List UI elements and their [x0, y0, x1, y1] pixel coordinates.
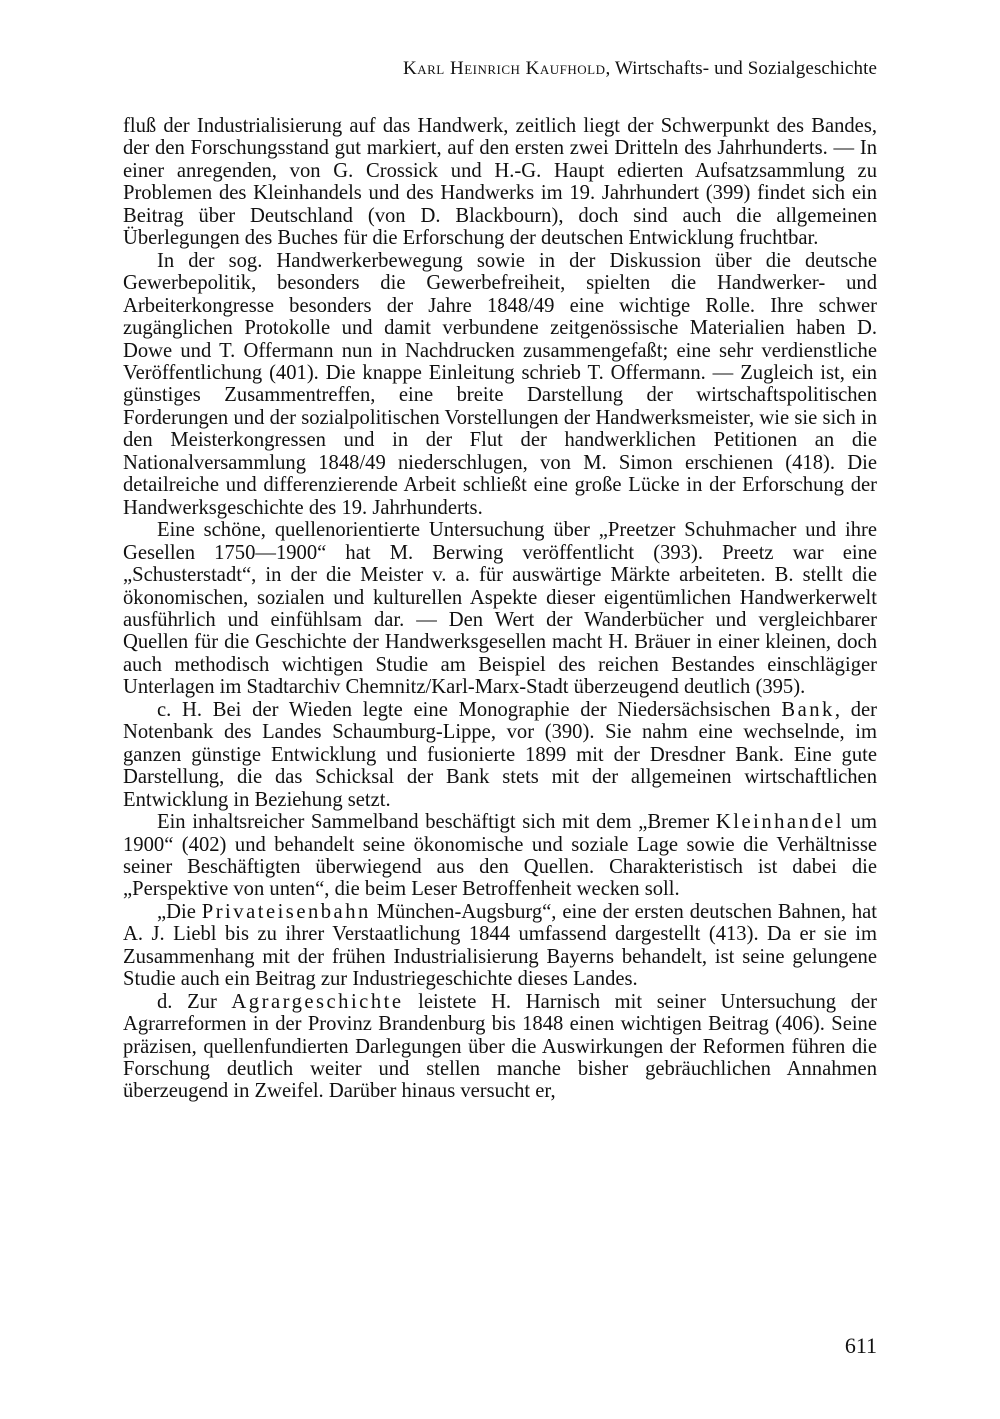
running-head-title: , Wirtschafts- und Sozialgeschichte: [605, 58, 877, 79]
paragraph-1: fluß der Industrialisierung auf das Handwerk, zeitlich liegt der Schwerpunkt des Bandes, der den Forschungsstand gut markiert, auf den ersten zwei Dritteln des Jahrhunderts. — In einer anregenden, von G. Crossick und H.-G. Haupt edierten Aufsatzsammlung zu Problemen des Kleinhandels und des Handwerks im 19. Jahrhundert (399) findet sich ein Beitrag über Deutschland (von D. Blackbourn), doch sind auch die allgemeinen Überlegungen des Buches für die Erforschung der deutschen Entwicklung fruchtbar.: [123, 115, 877, 250]
paragraph-7-text-c: leistete H. Harnisch mit seiner Untersuchung der Agrarreformen in der Provinz Brandenburg bis 1848 einen wichtigen Beitrag (406). Seine präzisen, quellenfundierten Darlegungen über die Auswirkungen der Reformen führen die Forschung deutlich weiter und stellen manche bisher gebräuchlichen Annahmen überzeugend in Zweifel. Darüber hinaus versucht er,: [123, 990, 877, 1103]
paragraph-6: [123, 901, 877, 991]
paragraph-4-text-c: , der Notenbank des Landes Schaumburg-Lippe, vor (390). Sie nahm eine wechselnde, im ganzen günstige Entwicklung und fusionierte 1899 mit der Dresdner Bank. Eine gute Darstellung, die das Schicksal der Bank stets mit der allgemeinen wirtschaftlichen Entwicklung in Beziehung setzt.: [123, 698, 878, 811]
paragraph-5: [123, 811, 877, 901]
paragraph-6-text-c: München-Augsburg“, eine der ersten deutschen Bahnen, hat A. J. Liebl bis zu ihrer Verstaatlichung 1844 umfassend dargestellt (413). Da er sie im Zusammenhang mit der frühen Industrialisierung Bayerns behandelt, ist seine gelungene Studie auch ein Beitrag zur Industriegeschichte dieses Landes.: [123, 900, 877, 991]
page-number: 611: [844, 1333, 877, 1358]
paragraph-2: In der sog. Handwerkerbewegung sowie in der Diskussion über die deutsche Gewerbepolitik, besonders die Gewerbefreiheit, spielten die Handwerker- und Arbeiterkongresse besonders der Jahre 1848/49 eine wichtige Rolle. Ihre schwer zugänglichen Protokolle und damit verbundene zeitgenössische Materialien haben D. Dowe und T. Offermann nun in Nachdrucken zusammengefaßt; eine sehr verdienstliche Veröffentlichung (401). Die knappe Einleitung schrieb T. Offermann. — Zugleich ist, ein günstiges Zusammentreffen, eine breite Darstellung der wirtschaftspolitischen Forderungen und der sozialpolitischen Vorstellungen der Handwerksmeister, wie sie sich in den Meisterkongressen und in der Flut der handwerklichen Petitionen an die Nationalversammlung 1848/49 niederschlugen, von M. Simon erschienen (418). Die detailreiche und differenzierende Arbeit schließt eine große Lücke in der Erforschung der Handwerksgeschichte des 19. Jahrhunderts.: [123, 249, 877, 519]
paragraph-7: [123, 991, 877, 1103]
paragraph-4-spaced-term: Bank: [781, 698, 835, 721]
paragraph-5-spaced-term: Kleinhandel: [715, 811, 845, 834]
paragraph-5-text-c: um 1900“ (402) und behandelt seine ökonomische und soziale Lage sowie die Verhältnisse seiner Beschäftigten überwiegend aus den Quellen. Charakteristisch ist dabei die „Perspektive von unten“, die beim Leser Betroffenheit wecken soll.: [123, 811, 877, 901]
running-head-author: Karl Heinrich Kaufhold: [403, 58, 606, 79]
paragraph-4: [123, 699, 877, 811]
paragraph-5-text-a: Ein inhaltsreicher Sammelband beschäftigt sich mit dem „Bremer: [157, 811, 716, 834]
running-head: [123, 58, 877, 80]
paragraph-3: Eine schöne, quellenorientierte Untersuchung über „Preetzer Schuhmacher und ihre Gesellen 1750—1900“ hat M. Berwing veröffentlicht (393). Preetz war eine „Schusterstadt“, in der die Meister v. a. für auswärtige Märkte arbeiteten. B. stellt die ökonomischen, sozialen und kulturellen Aspekte dieser eigentümlichen Handwerkerwelt ausführlich und einfühlsam dar. — Den Wert der Wanderbücher und vergleichbarer Quellen für die Geschichte der Handwerksgesellen macht H. Bräuer in einer kleinen, doch auch methodisch wichtigen Studie am Beispiel des reichen Bestandes einschlägiger Unterlagen im Stadtarchiv Chemnitz/Karl-Marx-Stadt überzeugend deutlich (395).: [123, 519, 877, 699]
paragraph-7-text-a: d. Zur: [157, 990, 232, 1013]
paragraph-7-spaced-term: Agrargeschichte: [231, 990, 404, 1013]
paragraph-4-text-a: c. H. Bei der Wieden legte eine Monographie der Niedersächsischen: [157, 698, 782, 721]
paragraph-6-text-a: „Die: [157, 900, 202, 923]
body-text: [123, 115, 877, 1103]
paragraph-6-spaced-term: Privateisenbahn: [201, 900, 371, 923]
